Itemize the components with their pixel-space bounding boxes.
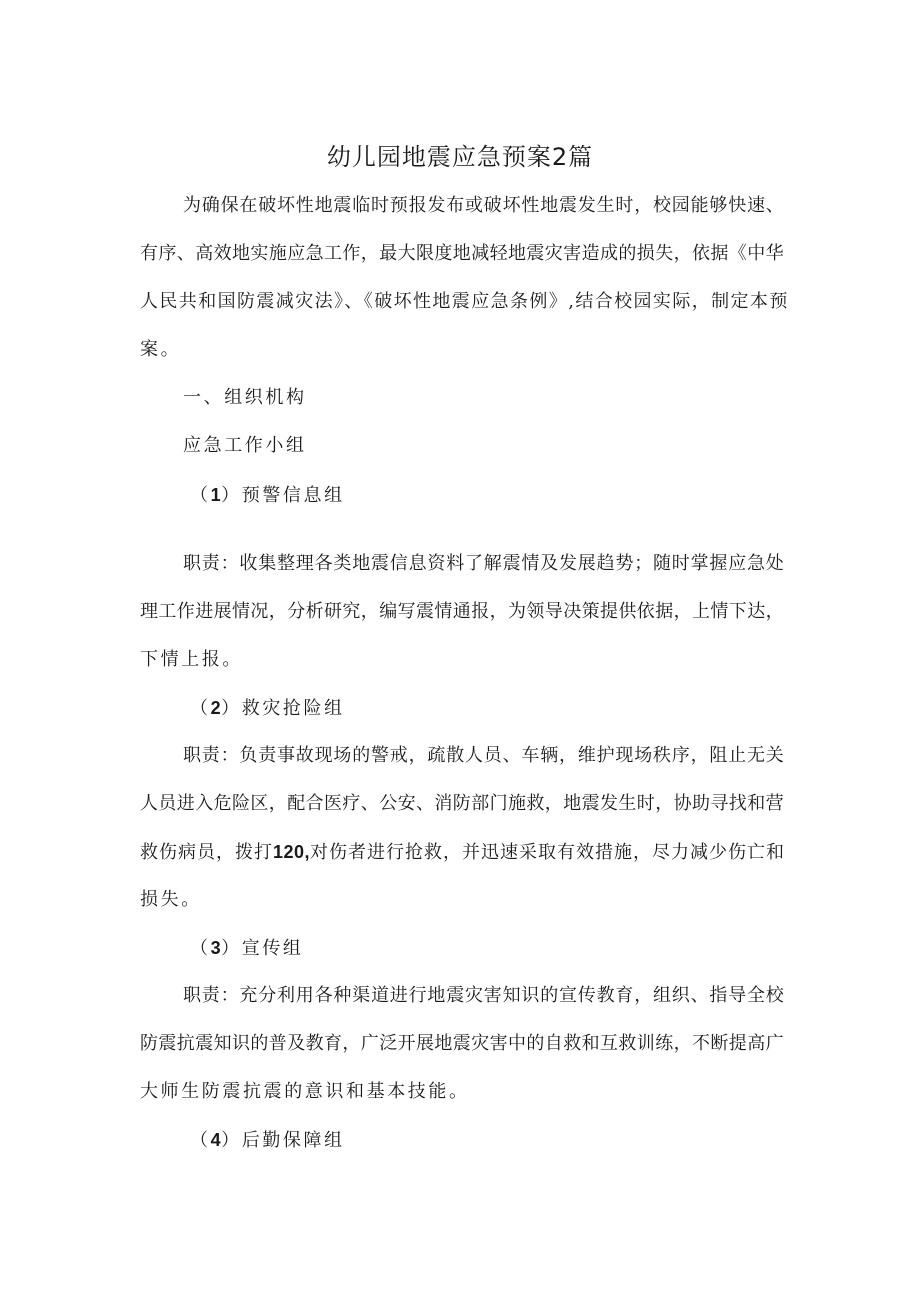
group-name: 救灾抢险组: [241, 698, 345, 719]
phone-number: 120,: [273, 842, 311, 862]
group-duty-line: [140, 839, 785, 866]
group-number-close: ）: [221, 698, 242, 719]
group-number-open: （: [190, 1130, 211, 1151]
section-heading: 一、组织机构: [183, 387, 307, 408]
intro-line-2: 有序、高效地实施应急工作，最大限度地减轻地震灾害造成的损失，依据《中华: [140, 243, 784, 264]
group-name: 宣传组: [241, 938, 304, 959]
group-number-close: ）: [221, 1130, 242, 1151]
group-number: 1: [210, 485, 222, 505]
group-heading: [190, 695, 345, 722]
group-duty-line: 损失。: [140, 889, 202, 910]
group-number-open: （: [190, 698, 211, 719]
group-duty-line: 防震抗震知识的普及教育，广泛开展地震灾害中的自救和互救训练，不断提高广: [140, 1033, 784, 1054]
duty-text-after: 对伤者进行抢救，并迅速采取有效措施，尽力减少伤亡和: [310, 842, 786, 863]
document-title: 幼儿园地震应急预案2篇: [326, 143, 594, 171]
intro-line-1: 为确保在破坏性地震临时预报发布或破坏性地震发生时，校园能够快速、: [183, 195, 785, 216]
group-name: 后勤保障组: [241, 1130, 345, 1151]
group-number: 3: [210, 938, 222, 958]
group-duty-line: 理工作进展情况，分析研究，编写震情通报，为领导决策提供依据，上情下达，: [140, 601, 784, 622]
group-number-close: ）: [221, 485, 242, 506]
intro-line-3: 人民共和国防震减灾法》、《破坏性地震应急条例》,结合校园实际，制定本预: [140, 291, 789, 312]
subsection-heading: 应急工作小组: [183, 435, 307, 456]
group-duty-line: 职责：收集整理各类地震信息资料了解震情及发展趋势；随时掌握应急处: [183, 553, 785, 574]
group-duty-line: 大师生防震抗震的意识和基本技能。: [140, 1081, 470, 1102]
group-duty-line: 职责：负责事故现场的警戒，疏散人员、车辆，维护现场秩序，阻止无关: [183, 745, 785, 766]
group-number: 2: [210, 698, 222, 718]
group-duty-line: 人员进入危险区，配合医疗、公安、消防部门施救，地震发生时，协助寻找和营: [140, 793, 784, 814]
group-number-open: （: [190, 485, 211, 506]
group-name: 预警信息组: [241, 485, 345, 506]
group-heading: [190, 1127, 345, 1154]
group-duty-line: 下情上报。: [140, 649, 243, 670]
group-number-close: ）: [221, 938, 242, 959]
group-heading: [190, 482, 345, 509]
group-number: 4: [210, 1130, 222, 1150]
group-duty-line: 职责：充分利用各种渠道进行地震灾害知识的宣传教育，组织、指导全校: [183, 985, 785, 1006]
intro-line-4: 案。: [140, 339, 182, 360]
group-number-open: （: [190, 938, 211, 959]
duty-text-before: 救伤病员，拨打: [140, 842, 273, 863]
group-heading: [190, 935, 304, 962]
